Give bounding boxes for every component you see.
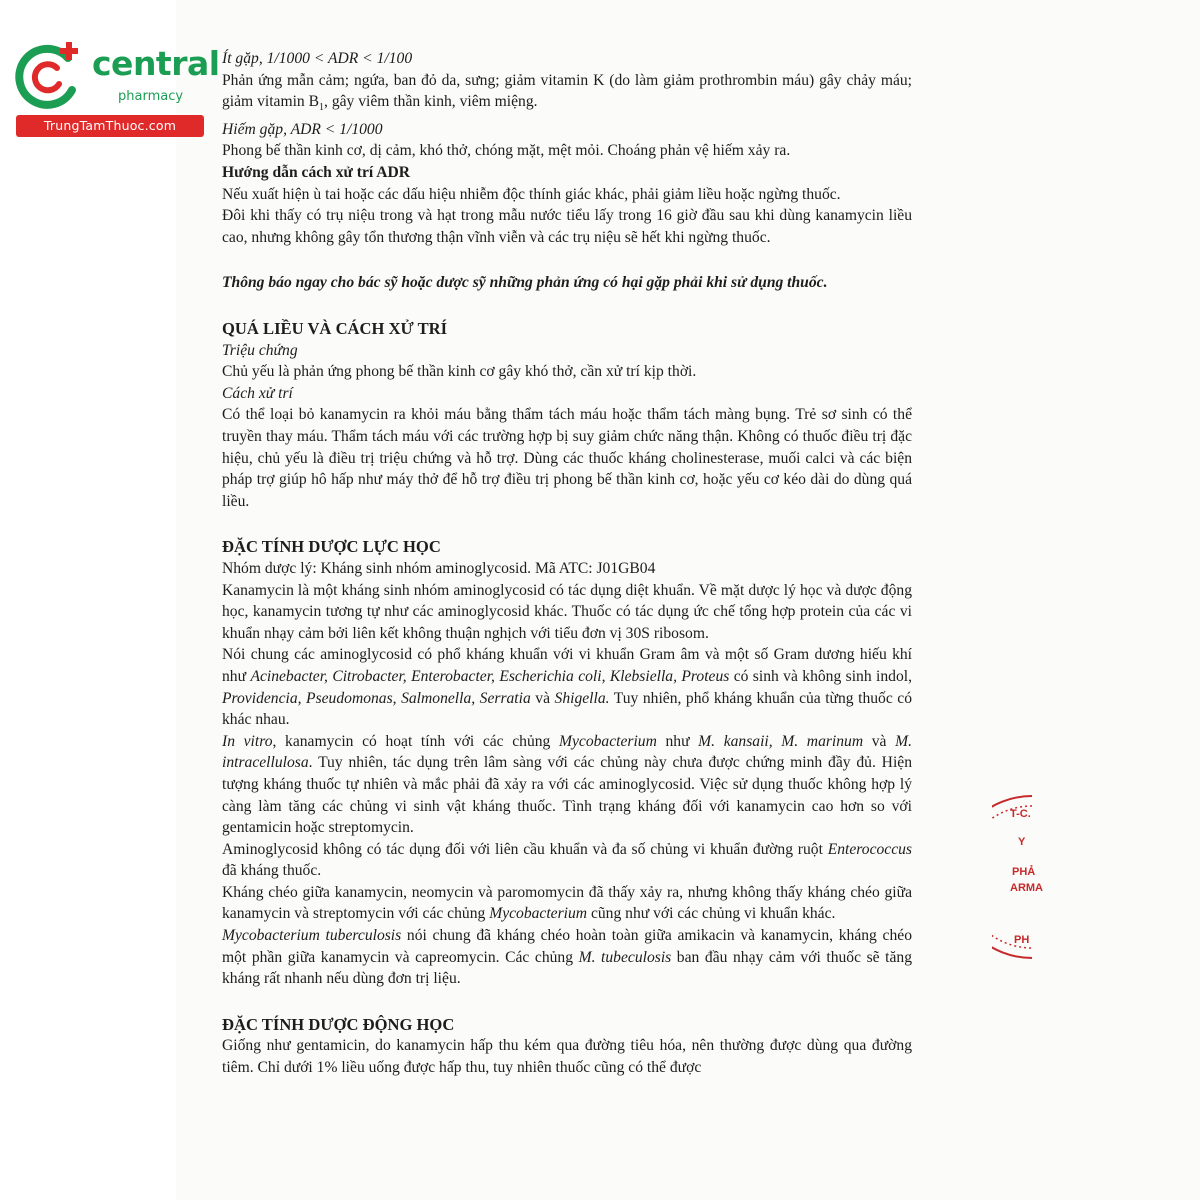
text-run-italic: Mycobacterium <box>489 905 588 923</box>
logo-mark-icon <box>10 36 90 116</box>
text-run-italic: M. kansaii, M. marinum <box>698 732 864 750</box>
text-run: Tuy nhiên, phổ kháng khuẩn của từng thuốc có khác nhau. <box>222 689 912 729</box>
logo-subtitle: pharmacy <box>118 89 184 104</box>
text-run-italic: Mycobacterium tuberculosis <box>222 927 402 945</box>
adr-very-rare-text: Phong bế thần kinh cơ, dị cảm, khó thở, chóng mặt, mệt mỏi. Choáng phản vệ hiếm xảy ra. <box>222 142 791 160</box>
pharmacodynamics-paragraph <box>222 731 912 839</box>
pharmacodynamics-paragraph <box>222 644 912 730</box>
section-heading-pharmacodynamics: ĐẶC TÍNH DƯỢC LỰC HỌC <box>222 537 441 557</box>
text-run-italic: M. intracellulosa <box>222 732 913 772</box>
text-run: Nói chung các aminoglycosid có phổ kháng khuẩn với vi khuẩn Gram âm và một số Gram dương hiếu khí như <box>222 646 912 685</box>
pharmacodynamics-group: Nhóm dược lý: Kháng sinh nhóm aminoglycosid. Mã ATC: J01GB04 <box>222 559 656 577</box>
adr-rare-text-part: Phản ứng mẫn cảm; ngứa, ban đỏ da, sưng; giảm vitamin K (do làm giảm prothrombin máu) gây chảy máu; giảm vitamin B <box>222 71 912 111</box>
pharmacodynamics-paragraph <box>222 925 912 990</box>
adr-guide-heading: Hướng dẫn cách xử trí ADR <box>222 164 411 182</box>
overdose-symptoms-text: Chủ yếu là phản ứng phong bế thần kinh cơ gây khó thở, cần xử trí kịp thời. <box>222 363 697 381</box>
adr-rare-text-part: , gây viêm thần kinh, viêm miệng. <box>324 93 538 111</box>
stamp-fragment: PH <box>1014 934 1030 946</box>
text-run-italic: M. tubeculosis <box>578 948 672 966</box>
pharmacokinetics-paragraph: Giống như gentamicin, do kanamycin hấp thu kém qua đường tiêu hóa, nên thường được dùng qua đường tiêm. Chỉ dưới 1% liều uống được hấp thu, tuy nhiên thuốc cũng có thể được <box>222 1037 912 1077</box>
adr-rare-text <box>222 70 912 119</box>
central-pharmacy-logo[interactable] <box>10 36 220 136</box>
text-run: ban đầu nhạy cảm với thuốc sẽ tăng kháng rất nhanh nếu dùng đơn trị liệu. <box>222 948 913 988</box>
text-run: và <box>530 689 555 707</box>
text-run-italic: Shigella. <box>554 689 610 707</box>
pharmacodynamics-paragraph <box>222 882 912 925</box>
adr-guide-paragraph: Đôi khi thấy có trụ niệu trong và hạt trong mẫu nước tiểu lấy trong 16 giờ đầu sau khi dùng kanamycin liều cao, nhưng không gây tổn thương thận vĩnh viễn và các trụ niệu sẽ hết khi ngừng thuốc. <box>222 207 912 246</box>
text-run: , kanamycin có hoạt tính với các chủng <box>272 732 559 750</box>
text-run: và <box>863 732 896 750</box>
adr-rare-label: Ít gặp, 1/1000 < ADR < 1/100 <box>222 50 413 67</box>
text-run-italic: In vitro <box>222 732 273 750</box>
text-run-italic: Enterococcus <box>827 840 912 858</box>
text-run: nói chung đã kháng chéo hoàn toàn giữa amikacin và kanamycin, kháng chéo một phần giữa kanamycin và capreomycin. Các chủng <box>222 927 912 966</box>
text-run-italic: Mycobacterium <box>558 732 657 750</box>
text-run: đã kháng thuốc. <box>222 862 322 880</box>
text-run-italic: Acinebacter, Citrobacter, Enterobacter, Escherichia coli, Klebsiella, Proteus <box>250 667 730 685</box>
stamp-fragment: T-C. <box>1010 808 1031 820</box>
text-run-italic: Providencia, Pseudomonas, Salmonella, Serratia <box>222 689 531 707</box>
logo-url[interactable]: TrungTamThuoc.com <box>16 115 204 137</box>
adr-very-rare-label: Hiếm gặp, ADR < 1/1000 <box>222 120 383 138</box>
pharmacodynamics-paragraph: Kanamycin là một kháng sinh nhóm aminoglycosid có tác dụng diệt khuẩn. Về mặt dược lý học và dược động học, kanamycin tương tự như các aminoglycosid khác. Thuốc có tác dụng ức chế tổng hợp protein của các vi khuẩn nhạy cảm bởi liên kết không thuận nghịch với tiểu đơn vị 30S ribosom. <box>222 581 912 642</box>
stamp-fragment: Y <box>1018 836 1026 848</box>
stamp-fragment: PHẢ <box>1012 866 1036 878</box>
overdose-treatment-label: Cách xử trí <box>222 384 293 402</box>
pharmacodynamics-paragraph <box>222 839 912 882</box>
page-margin <box>0 0 176 1200</box>
overdose-symptoms-label: Triệu chứng <box>222 341 298 359</box>
text-run: có sinh và không sinh indol, <box>729 667 912 685</box>
subscript: 1 <box>319 102 325 114</box>
stamp-fragment: ARMA <box>1010 882 1043 894</box>
section-heading-overdose: QUÁ LIỀU VÀ CÁCH XỬ TRÍ <box>222 319 448 339</box>
adr-notice: Thông báo ngay cho bác sỹ hoặc dược sỹ những phản ứng có hại gặp phải khi sử dụng thuốc. <box>222 274 828 292</box>
adr-guide-paragraph: Nếu xuất hiện ù tai hoặc các dấu hiệu nhiễm độc thính giác khác, phải giảm liều hoặc ngừng thuốc. <box>222 185 841 203</box>
text-run: Aminoglycosid không có tác dụng đối với liên cầu khuẩn và đa số chủng vi khuẩn đường ruột <box>222 840 828 858</box>
text-run: cũng như với các chủng vi khuẩn khác. <box>587 905 836 923</box>
text-run: . Tuy nhiên, tác dụng trên lâm sàng với các chủng này chưa được chứng minh đầy đủ. Hiện tượng kháng thuốc tự nhiên và mắc phải đã xảy ra với các aminoglycosid. Việc sử dụng thuốc không hợp lý càng làm tăng các chủng vi sinh vật kháng thuốc. Tình trạng kháng đối với kanamycin cao hơn so với gentamicin hoặc streptomycin. <box>222 754 912 837</box>
section-heading-pharmacokinetics: ĐẶC TÍNH DƯỢC ĐỘNG HỌC <box>222 1014 455 1034</box>
logo-brand: central <box>92 44 220 83</box>
text-run: như <box>656 732 699 750</box>
document-body <box>222 48 912 1079</box>
text-run: Kháng chéo giữa kanamycin, neomycin và paromomycin đã thấy xảy ra, nhưng không thấy kháng chéo giữa kanamycin và streptomycin với các chủng <box>222 883 912 923</box>
overdose-treatment-text: Có thể loại bỏ kanamycin ra khỏi máu bằng thẩm tách máu hoặc thẩm tách màng bụng. Trẻ sơ sinh có thể truyền thay máu. Thẩm tách máu với các trường hợp bị suy giảm chức năng thận. Không có thuốc điều trị đặc hiệu, chủ yếu là điều trị triệu chứng và hỗ trợ. Dùng các thuốc kháng cholinesterase, muối calci và các biện pháp trợ giúp hô hấp như máy thở để hỗ trợ điều trị phong bế thần kinh cơ, hoặc yếu cơ kéo dài do dùng quá liều. <box>222 406 912 510</box>
